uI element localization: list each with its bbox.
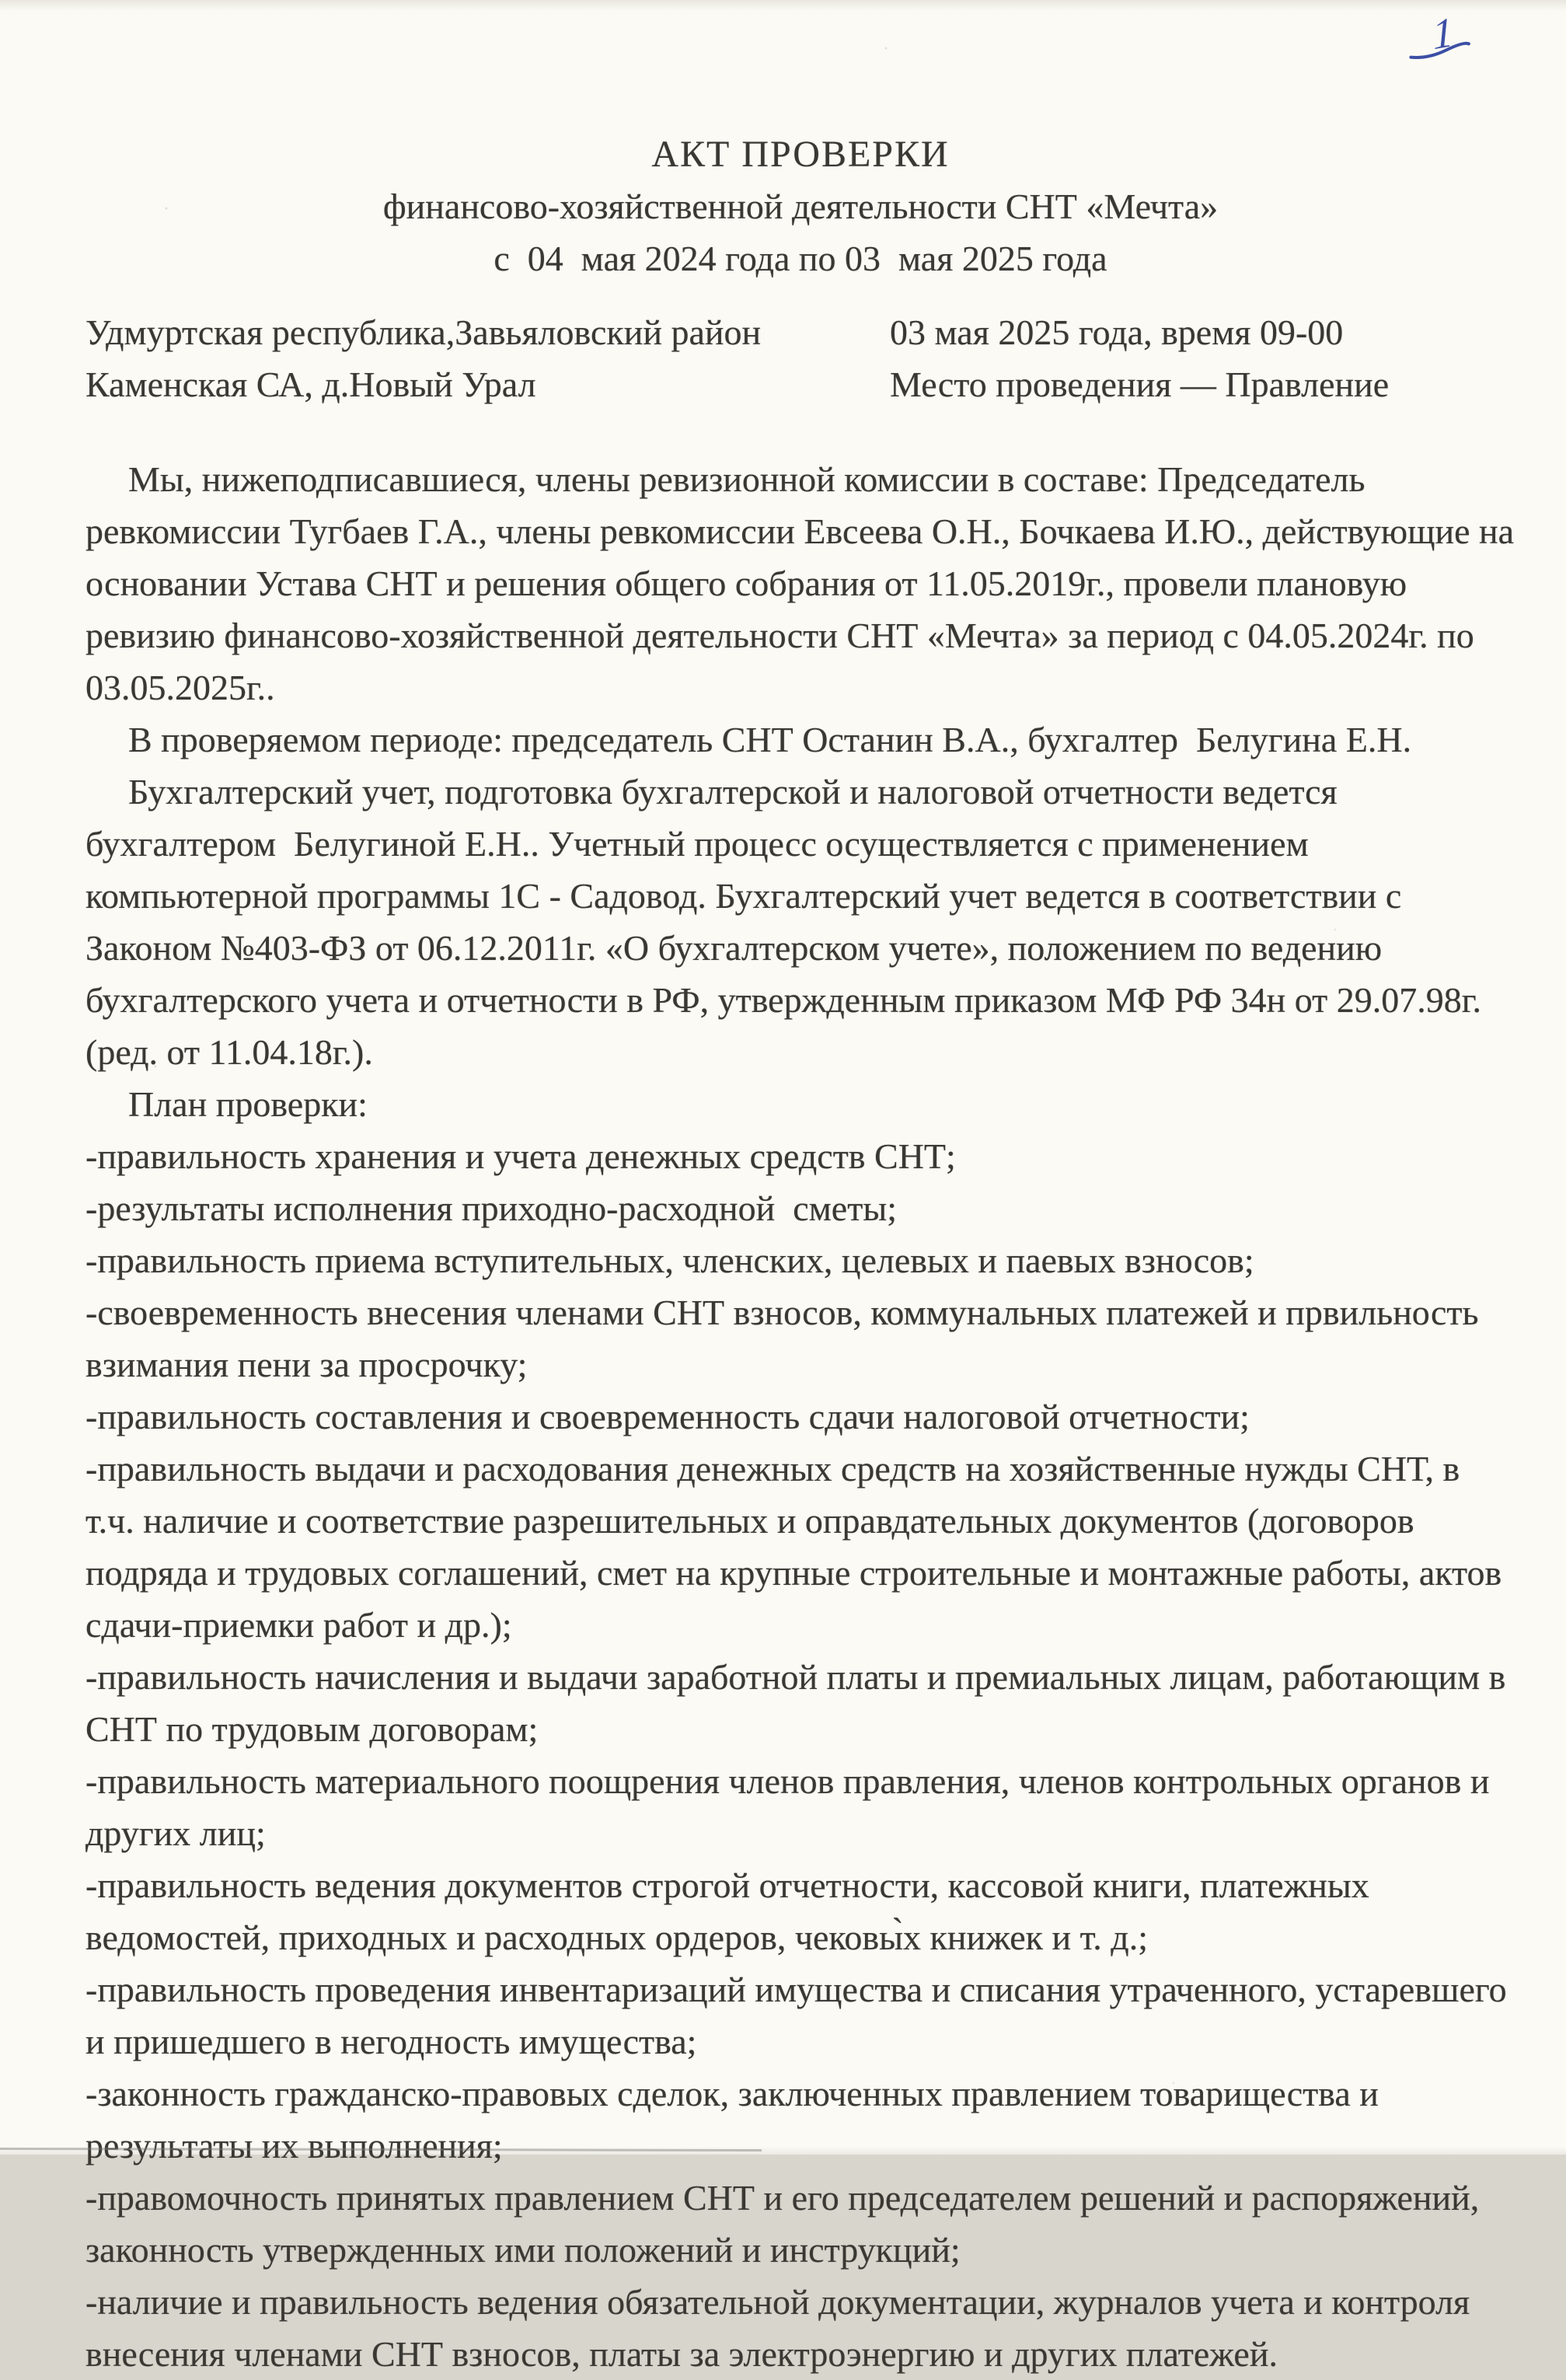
plan-list-item: -правильность ведения документов строгой отчетности, кассовой книги, платежных ведомостей, приходных и расходных ордеров, чековы̀х книжек и т. д.; (85, 1865, 1379, 1957)
plan-list-item: -наличие и правильность ведения обязательной документации, журналов учета и контроля внесения членами СНТ взносов, платы за электроэнергию и других платежей. (85, 2282, 1479, 2374)
plan-list-item: -правильность приема вступительных, членских, целевых и паевых взносов; (85, 1241, 1254, 1280)
paragraph: Бухгалтерский учет, подготовка бухгалтерской и налоговой отчетности ведется бухгалтером Белугиной Е.Н.. Учетный процесс осуществляется с применением компьютерной программы 1С - Садовод. Бухгалтерский учет ведется в соответствии с Законом №403-ФЗ от 06.12.2011г. «О бухгалтерском учете», положением по ведению бухгалтерского учета и отчетности в РФ, утвержденным приказом МФ РФ 34н от 29.07.98г. (ред. от 11.04.18г.). (85, 772, 1491, 1072)
title-line-1: АКТ ПРОВЕРКИ (651, 134, 950, 175)
plan-list-item: -своевременность внесения членами СНТ взносов, коммунальных платежей и првильность взимания пени за просрочку; (85, 1293, 1488, 1384)
meta-line: Удмуртская республика,Завьяловский район (85, 312, 762, 352)
paragraph: В проверяемом периоде: председатель СНТ Останин В.А., бухгалтер Белугина Е.Н. (128, 720, 1412, 759)
document-content (85, 0, 1523, 2380)
meta-line: Каменская СА, д.Новый Урал (85, 365, 536, 404)
plan-list-item: -правомочность принятых правлением СНТ и его председателем решений и распоряжений, законность утвержденных ими положений и инструкций; (85, 2178, 1488, 2270)
plan-list-item: -результаты исполнения приходно-расходной сметы; (85, 1188, 898, 1228)
title-line-3: с 04 мая 2024 года по 03 мая 2025 года (494, 239, 1107, 278)
meta-line: 03 мая 2025 года, время 09-00 (890, 312, 1344, 352)
document-title (85, 128, 1515, 284)
handwritten-page-number-text: 1 (1431, 8, 1455, 59)
plan-list-item: -правильность выдачи и расходования денежных средств на хозяйственные нужды СНТ, в т.ч. наличие и соответствие разрешительных и оправдательных документов (договоров подряда и трудовых соглашений, смет на крупные строительные и монтажные работы, актов сдачи-приемки работ и др.); (85, 1449, 1511, 1645)
meta-block (85, 306, 1515, 410)
plan-list-item: -правильность хранения и учета денежных средств СНТ; (85, 1136, 956, 1176)
plan-list-item: -правильность составления и своевременность сдачи налоговой отчетности; (85, 1397, 1250, 1436)
paragraph: План проверки: (128, 1084, 368, 1124)
plan-list-item: -законность гражданско-правовых сделок, заключенных правлением товарищества и результаты их выполнения; (85, 2074, 1388, 2165)
paragraph: Мы, нижеподписавшиеся, члены ревизионной комиссии в составе: Председатель ревкомиссии Тугбаев Г.А., члены ревкомиссии Евсеева О.Н., Бочкаева И.Ю., действующие на основании Устава СНТ и решения общего собрания от 11.05.2019г., провели плановую ревизию финансово-хозяйственной деятельности СНТ «Мечта» за период с 04.05.2024г. по 03.05.2025г.. (85, 459, 1523, 707)
meta-line: Место проведения — Правление (890, 365, 1390, 404)
plan-list-item: -правильность начисления и выдачи заработной платы и премиальных лицам, работающим в СНТ по трудовым договорам; (85, 1657, 1515, 1749)
meta-right (890, 306, 1515, 410)
plan-list-item: -правильность материального поощрения членов правления, членов контрольных органов и других лиц; (85, 1761, 1498, 1853)
title-line-2: финансово-хозяйственной деятельности СНТ «Мечта» (382, 187, 1219, 226)
document-body (85, 453, 1523, 2380)
plan-list-item: -правильность проведения инвентаризаций имущества и списания утраченного, устаревшего и пришедшего в негодность имущества; (85, 1970, 1516, 2061)
meta-left (85, 306, 890, 410)
